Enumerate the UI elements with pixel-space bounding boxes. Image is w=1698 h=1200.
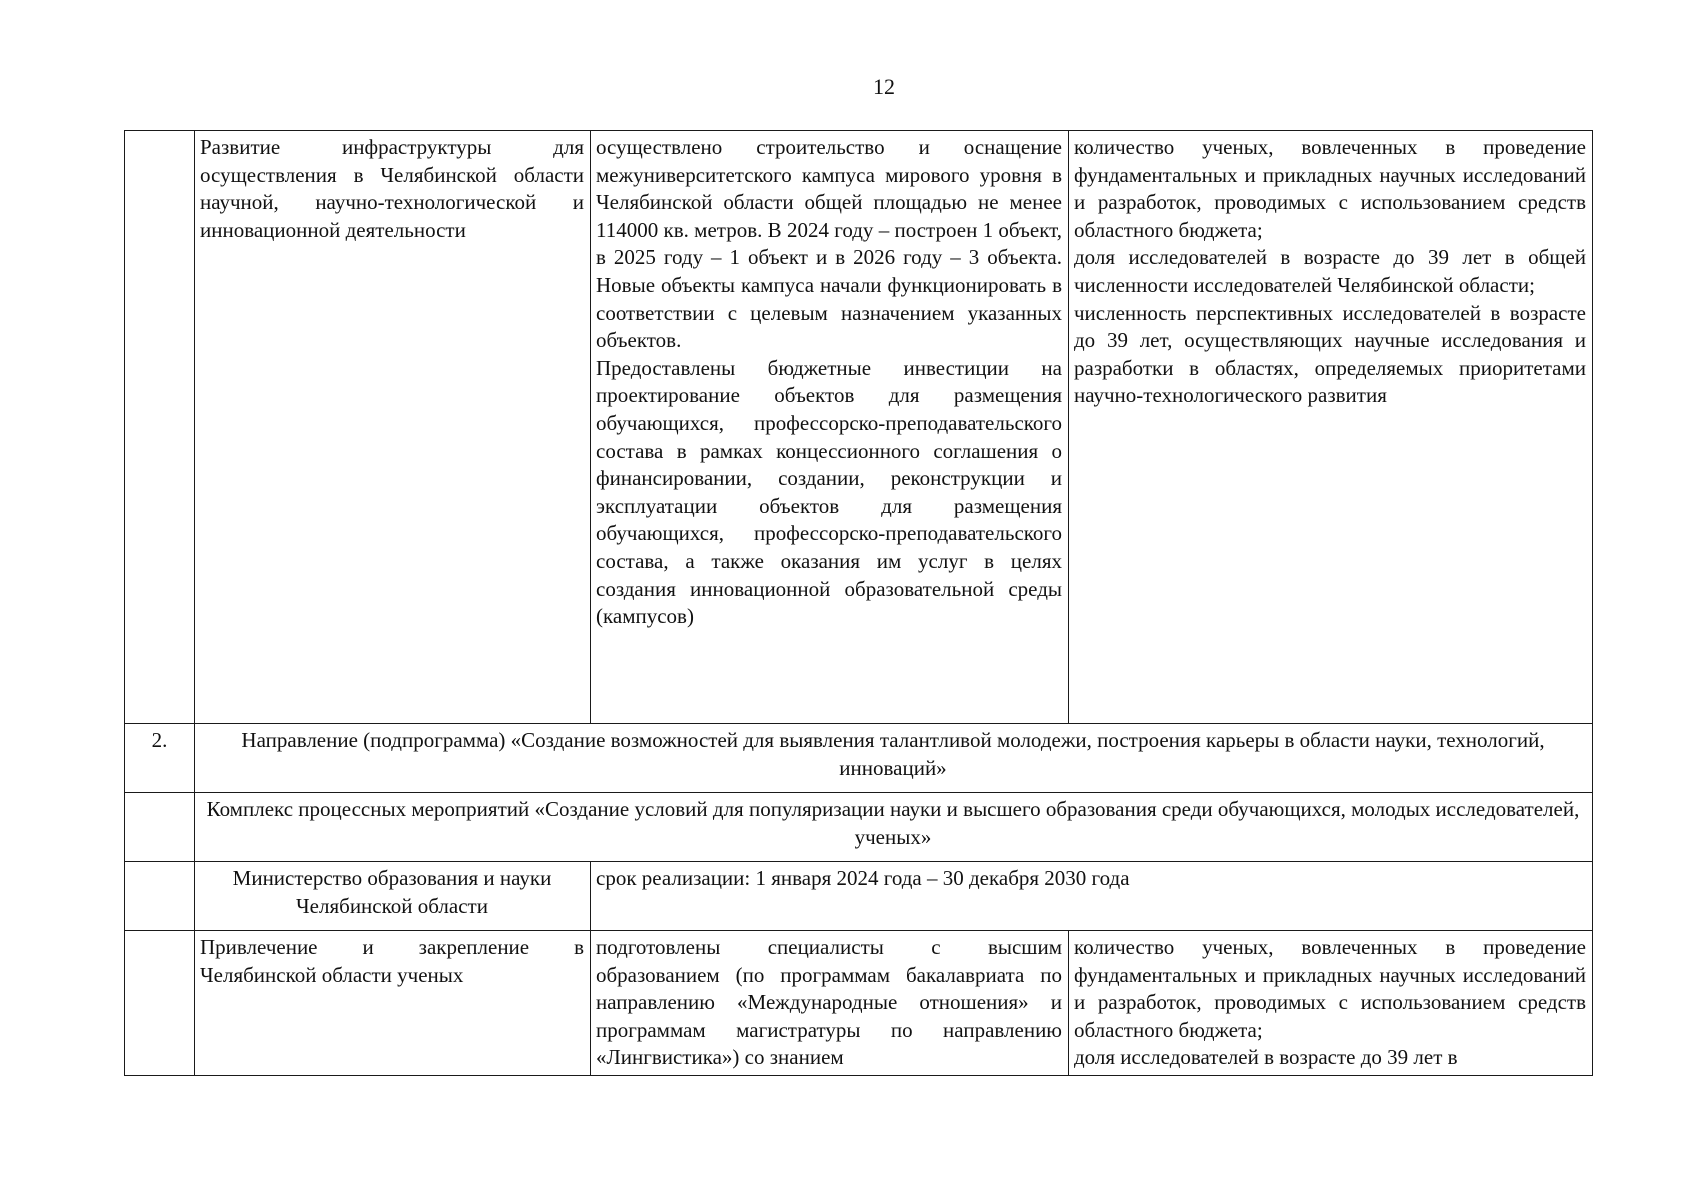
indicators-cell (1069, 131, 1593, 724)
table-row-complex (125, 793, 1593, 862)
task-text: Привлечение и закрепление в Челябинской области ученых (200, 935, 584, 987)
complex-title: Комплекс процессных мероприятий «Создание условий для популяризации науки и высшего образования среди обучающихся, молодых исследователей, ученых» (206, 797, 1580, 849)
indicator-item: доля исследователей в возрасте до 39 лет в (1074, 1045, 1458, 1070)
row-number-cell (125, 862, 195, 931)
row-number-cell (125, 793, 195, 862)
row-number-cell (125, 931, 195, 1076)
page-number: 12 (873, 74, 895, 99)
program-table (124, 130, 1593, 1076)
indicator-item: численность перспективных исследователей в возрасте до 39 лет, осуществляющих научные исследования и разработки в областях, определяемых приоритетами научно-технологического развития (1074, 300, 1586, 408)
task-cell (195, 131, 591, 724)
results-cell (591, 131, 1069, 724)
table-row-attraction (125, 931, 1593, 1076)
period-text: срок реализации: 1 января 2024 года – 30 декабря 2030 года (596, 866, 1130, 890)
indicators-cell (1069, 931, 1593, 1076)
results-paragraph: подготовлены специалисты с высшим образованием (по программам бакалавриата по направлению «Международные отношения» и программам магистратуры по направлению «Лингвистика») со знанием (596, 935, 1062, 1070)
table-row-section (125, 724, 1593, 793)
period-cell (591, 862, 1593, 931)
section-title-cell (195, 724, 1593, 793)
results-cell (591, 931, 1069, 1076)
indicator-item: количество ученых, вовлеченных в проведение фундаментальных и прикладных научных исследований и разработок, проводимых с использованием средств областного бюджета; (1074, 935, 1586, 1042)
responsible-cell (195, 862, 591, 931)
row-number-cell (125, 131, 195, 724)
table-row-infrastructure (125, 131, 1593, 724)
section-number-cell: 2. (125, 724, 195, 793)
results-paragraph: Предоставлены бюджетные инвестиции на проектирование объектов для размещения обучающихся, профессорско-преподавательского состава в рамках концессионного соглашения о финансировании, создании, реконструкции и эксплуатации объектов для размещения обучающихся, профессорско-преподавательского состава, а также оказания им услуг в целях создания инновационной образовательной среды (кампусов) (596, 355, 1062, 629)
section-title: Направление (подпрограмма) «Создание возможностей для выявления талантливой молодежи, построения карьеры в области науки, технологий, инноваций» (241, 728, 1545, 780)
complex-title-cell (195, 793, 1593, 862)
table-row-ministry (125, 862, 1593, 931)
results-paragraph: осуществлено строительство и оснащение межуниверситетского кампуса мирового уровня в Челябинской области общей площадью не менее 114000 кв. метров. В 2024 году – построен 1 объект, в 2025 году – 1 объект и в 2026 году – 3 объекта. Новые объекты кампуса начали функционировать в соответствии с целевым назначением указанных объектов. (596, 135, 1062, 353)
task-cell (195, 931, 591, 1076)
indicator-item: доля исследователей в возрасте до 39 лет в общей численности исследователей Челябинской области; (1074, 245, 1586, 297)
indicator-item: количество ученых, вовлеченных в проведение фундаментальных и прикладных научных исследований и разработок, проводимых с использованием средств областного бюджета; (1074, 135, 1586, 242)
task-text: Развитие инфраструктуры для осуществления в Челябинской области научной, научно-технологической и инновационной деятельности (200, 135, 584, 242)
responsible-text: Министерство образования и науки Челябинской области (232, 866, 552, 918)
